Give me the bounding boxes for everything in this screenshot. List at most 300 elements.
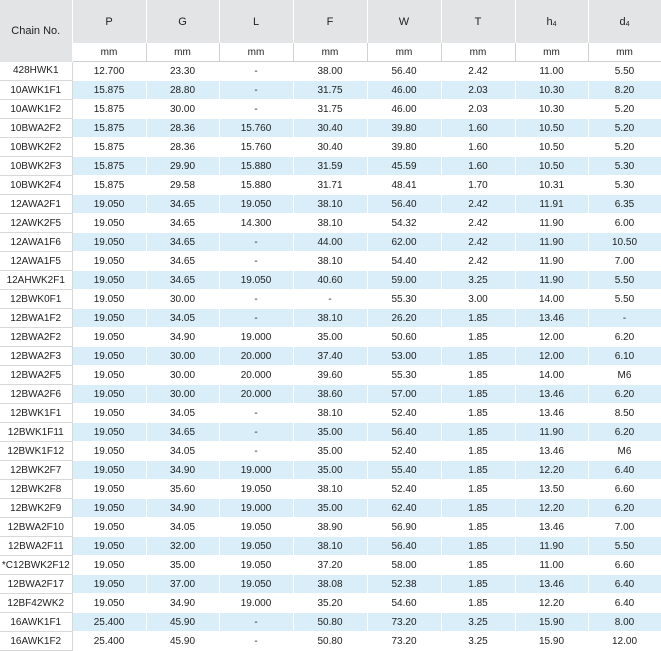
col-header-g: G (146, 0, 219, 43)
table-row (0, 594, 661, 613)
f-cell: 31.59 (293, 157, 367, 176)
g-cell: 45.90 (146, 632, 219, 651)
l-cell: - (219, 81, 293, 100)
d4-cell: 6.10 (588, 347, 661, 366)
t-cell: 2.42 (441, 195, 515, 214)
table-row (0, 138, 661, 157)
table-row (0, 290, 661, 309)
f-cell: 31.75 (293, 100, 367, 119)
p-cell: 19.050 (72, 518, 146, 537)
d4-cell: 8.00 (588, 613, 661, 632)
l-cell: 15.880 (219, 176, 293, 195)
p-cell: 25.400 (72, 632, 146, 651)
f-cell: 38.10 (293, 195, 367, 214)
h4-cell: 13.46 (515, 404, 588, 423)
chain-no-cell: 16AWK1F1 (0, 613, 72, 632)
p-cell: 19.050 (72, 442, 146, 461)
table-row (0, 632, 661, 651)
col-header-f: F (293, 0, 367, 43)
f-cell: 38.60 (293, 385, 367, 404)
table-row (0, 309, 661, 328)
t-cell: 1.85 (441, 328, 515, 347)
h4-cell: 13.46 (515, 575, 588, 594)
d4-cell: 6.20 (588, 423, 661, 442)
chain-no-cell: 12BWK1F1 (0, 404, 72, 423)
unit-cell: mm (72, 43, 146, 62)
h4-cell: 11.90 (515, 423, 588, 442)
w-cell: 45.59 (367, 157, 441, 176)
h4-cell: 11.00 (515, 62, 588, 81)
p-cell: 19.050 (72, 366, 146, 385)
p-cell: 15.875 (72, 119, 146, 138)
t-cell: 1.85 (441, 423, 515, 442)
chain-no-cell: 12BWK1F11 (0, 423, 72, 442)
l-cell: - (219, 309, 293, 328)
g-cell: 30.00 (146, 347, 219, 366)
l-cell: 15.760 (219, 119, 293, 138)
p-cell: 19.050 (72, 575, 146, 594)
p-cell: 19.050 (72, 233, 146, 252)
l-cell: 15.760 (219, 138, 293, 157)
w-cell: 62.40 (367, 499, 441, 518)
l-cell: - (219, 233, 293, 252)
g-cell: 30.00 (146, 290, 219, 309)
h4-sub: 4 (552, 20, 557, 28)
w-cell: 73.20 (367, 632, 441, 651)
unit-cell: mm (293, 43, 367, 62)
d4-cell: 5.50 (588, 271, 661, 290)
f-cell: 37.20 (293, 556, 367, 575)
chain-no-cell: 12BWA2F2 (0, 328, 72, 347)
t-cell: 1.85 (441, 385, 515, 404)
f-cell: - (293, 290, 367, 309)
t-cell: 2.42 (441, 233, 515, 252)
h4-cell: 10.30 (515, 81, 588, 100)
chain-no-cell: 12BWA1F2 (0, 309, 72, 328)
chain-no-cell: 12BWA2F3 (0, 347, 72, 366)
table-row (0, 100, 661, 119)
chain-no-cell: 12BWK2F8 (0, 480, 72, 499)
table-row (0, 195, 661, 214)
p-cell: 19.050 (72, 328, 146, 347)
w-cell: 50.60 (367, 328, 441, 347)
l-cell: 19.050 (219, 556, 293, 575)
chain-no-cell: 10BWK2F4 (0, 176, 72, 195)
f-cell: 35.00 (293, 499, 367, 518)
g-cell: 30.00 (146, 100, 219, 119)
h4-cell: 13.46 (515, 309, 588, 328)
p-cell: 19.050 (72, 252, 146, 271)
h4-cell: 13.46 (515, 442, 588, 461)
h4-cell: 13.46 (515, 385, 588, 404)
chain-no-cell: 12AWA1F5 (0, 252, 72, 271)
f-cell: 35.00 (293, 328, 367, 347)
g-cell: 34.65 (146, 214, 219, 233)
col-header-chain-no: Chain No. (0, 0, 72, 62)
t-cell: 2.42 (441, 252, 515, 271)
p-cell: 15.875 (72, 157, 146, 176)
h4-cell: 10.50 (515, 138, 588, 157)
p-cell: 19.050 (72, 214, 146, 233)
chain-no-cell: 12BF42WK2 (0, 594, 72, 613)
chain-no-cell: 12BWK1F12 (0, 442, 72, 461)
p-cell: 19.050 (72, 537, 146, 556)
l-cell: 15.880 (219, 157, 293, 176)
col-header-h4 (515, 0, 588, 43)
g-cell: 34.90 (146, 461, 219, 480)
d4-cell: 6.20 (588, 385, 661, 404)
d4-cell: 8.50 (588, 404, 661, 423)
chain-no-cell: 12AHWK2F1 (0, 271, 72, 290)
chain-no-cell: 16AWK1F2 (0, 632, 72, 651)
t-cell: 1.85 (441, 480, 515, 499)
t-cell: 1.85 (441, 499, 515, 518)
w-cell: 56.40 (367, 423, 441, 442)
l-cell: 19.000 (219, 499, 293, 518)
w-cell: 55.40 (367, 461, 441, 480)
l-cell: 20.000 (219, 385, 293, 404)
chain-no-cell: 12BWA2F17 (0, 575, 72, 594)
table-row (0, 81, 661, 100)
d4-cell: 5.50 (588, 537, 661, 556)
t-cell: 1.85 (441, 366, 515, 385)
t-cell: 1.60 (441, 138, 515, 157)
w-cell: 46.00 (367, 81, 441, 100)
g-cell: 28.80 (146, 81, 219, 100)
h4-cell: 12.20 (515, 594, 588, 613)
chain-no-cell: 12AWA2F1 (0, 195, 72, 214)
f-cell: 38.10 (293, 480, 367, 499)
f-cell: 38.00 (293, 62, 367, 81)
chain-no-cell: 12AWK2F5 (0, 214, 72, 233)
w-cell: 56.40 (367, 537, 441, 556)
f-cell: 50.80 (293, 632, 367, 651)
w-cell: 39.80 (367, 119, 441, 138)
g-cell: 34.05 (146, 404, 219, 423)
w-cell: 56.40 (367, 195, 441, 214)
t-cell: 1.85 (441, 518, 515, 537)
f-cell: 39.60 (293, 366, 367, 385)
chain-no-cell: 12BWA2F10 (0, 518, 72, 537)
p-cell: 19.050 (72, 290, 146, 309)
g-cell: 23.30 (146, 62, 219, 81)
l-cell: - (219, 404, 293, 423)
w-cell: 55.30 (367, 366, 441, 385)
w-cell: 54.32 (367, 214, 441, 233)
h4-cell: 11.00 (515, 556, 588, 575)
table-row (0, 252, 661, 271)
t-cell: 1.85 (441, 575, 515, 594)
chain-no-cell: 12BWK0F1 (0, 290, 72, 309)
chain-no-cell: 10AWK1F2 (0, 100, 72, 119)
d4-cell: - (588, 309, 661, 328)
chain-no-cell: 12BWA2F5 (0, 366, 72, 385)
g-cell: 30.00 (146, 366, 219, 385)
p-cell: 25.400 (72, 613, 146, 632)
l-cell: - (219, 442, 293, 461)
h4-cell: 13.46 (515, 518, 588, 537)
t-cell: 1.85 (441, 537, 515, 556)
d4-cell: 6.40 (588, 461, 661, 480)
l-cell: - (219, 62, 293, 81)
d4-cell: 6.60 (588, 556, 661, 575)
l-cell: 19.050 (219, 575, 293, 594)
t-cell: 1.85 (441, 404, 515, 423)
chain-no-cell: 10BWK2F2 (0, 138, 72, 157)
table-row (0, 347, 661, 366)
table-row (0, 442, 661, 461)
h4-cell: 10.30 (515, 100, 588, 119)
chain-no-cell: 10AWK1F1 (0, 81, 72, 100)
w-cell: 59.00 (367, 271, 441, 290)
w-cell: 26.20 (367, 309, 441, 328)
d4-cell: 7.00 (588, 252, 661, 271)
p-cell: 15.875 (72, 138, 146, 157)
f-cell: 40.60 (293, 271, 367, 290)
chain-no-cell: 12BWA2F11 (0, 537, 72, 556)
f-cell: 38.10 (293, 404, 367, 423)
table-row (0, 176, 661, 195)
h4-cell: 12.00 (515, 347, 588, 366)
f-cell: 30.40 (293, 119, 367, 138)
h4-cell: 12.20 (515, 499, 588, 518)
l-cell: 19.050 (219, 537, 293, 556)
col-header-l: L (219, 0, 293, 43)
table-row (0, 233, 661, 252)
table-row (0, 271, 661, 290)
p-cell: 19.050 (72, 347, 146, 366)
l-cell: 19.050 (219, 518, 293, 537)
table-row (0, 157, 661, 176)
table-row (0, 214, 661, 233)
w-cell: 57.00 (367, 385, 441, 404)
g-cell: 45.90 (146, 613, 219, 632)
g-cell: 34.90 (146, 328, 219, 347)
f-cell: 38.90 (293, 518, 367, 537)
f-cell: 50.80 (293, 613, 367, 632)
t-cell: 1.85 (441, 347, 515, 366)
h4-cell: 11.91 (515, 195, 588, 214)
f-cell: 38.10 (293, 252, 367, 271)
table-row (0, 556, 661, 575)
d4-cell: 5.20 (588, 100, 661, 119)
l-cell: - (219, 423, 293, 442)
table-row (0, 119, 661, 138)
unit-cell: mm (146, 43, 219, 62)
table-row (0, 537, 661, 556)
d4-cell: 5.20 (588, 119, 661, 138)
table-row (0, 461, 661, 480)
unit-cell: mm (441, 43, 515, 62)
l-cell: - (219, 252, 293, 271)
table-row (0, 499, 661, 518)
g-cell: 34.65 (146, 233, 219, 252)
g-cell: 34.90 (146, 499, 219, 518)
d4-cell: M6 (588, 442, 661, 461)
p-cell: 15.875 (72, 176, 146, 195)
t-cell: 3.25 (441, 613, 515, 632)
t-cell: 3.00 (441, 290, 515, 309)
chain-no-cell: 10BWA2F2 (0, 119, 72, 138)
chain-no-cell: 428HWK1 (0, 62, 72, 81)
f-cell: 35.00 (293, 442, 367, 461)
g-cell: 29.90 (146, 157, 219, 176)
g-cell: 28.36 (146, 138, 219, 157)
col-header-p: P (72, 0, 146, 43)
l-cell: - (219, 100, 293, 119)
f-cell: 38.10 (293, 309, 367, 328)
g-cell: 32.00 (146, 537, 219, 556)
w-cell: 56.40 (367, 62, 441, 81)
d4-cell: 6.35 (588, 195, 661, 214)
f-cell: 37.40 (293, 347, 367, 366)
h4-cell: 11.90 (515, 252, 588, 271)
t-cell: 1.85 (441, 594, 515, 613)
h4-cell: 14.00 (515, 366, 588, 385)
f-cell: 31.75 (293, 81, 367, 100)
d4-base: d (619, 15, 626, 28)
d4-cell: 6.40 (588, 575, 661, 594)
unit-cell: mm (515, 43, 588, 62)
g-cell: 34.65 (146, 423, 219, 442)
p-cell: 19.050 (72, 195, 146, 214)
g-cell: 34.05 (146, 309, 219, 328)
table-row (0, 328, 661, 347)
f-cell: 38.10 (293, 214, 367, 233)
h4-cell: 15.90 (515, 632, 588, 651)
p-cell: 19.050 (72, 499, 146, 518)
t-cell: 2.03 (441, 81, 515, 100)
g-cell: 30.00 (146, 385, 219, 404)
table-row (0, 423, 661, 442)
chain-no-cell: 12AWA1F6 (0, 233, 72, 252)
g-cell: 34.05 (146, 518, 219, 537)
t-cell: 1.85 (441, 309, 515, 328)
d4-cell: 5.30 (588, 176, 661, 195)
table-row (0, 575, 661, 594)
t-cell: 1.70 (441, 176, 515, 195)
t-cell: 1.85 (441, 461, 515, 480)
unit-cell: mm (367, 43, 441, 62)
w-cell: 52.38 (367, 575, 441, 594)
l-cell: 20.000 (219, 347, 293, 366)
d4-cell: 6.20 (588, 499, 661, 518)
w-cell: 54.60 (367, 594, 441, 613)
chain-no-cell: 12BWA2F6 (0, 385, 72, 404)
h4-cell: 11.90 (515, 214, 588, 233)
d4-cell: 10.50 (588, 233, 661, 252)
h4-cell: 11.90 (515, 233, 588, 252)
unit-cell: mm (588, 43, 661, 62)
p-cell: 19.050 (72, 423, 146, 442)
l-cell: 14.300 (219, 214, 293, 233)
l-cell: 19.050 (219, 195, 293, 214)
d4-cell: 6.00 (588, 214, 661, 233)
units-row (0, 43, 661, 62)
g-cell: 29.58 (146, 176, 219, 195)
d4-sub: 4 (625, 20, 630, 28)
d4-cell: 12.00 (588, 632, 661, 651)
chain-no-cell: 10BWK2F3 (0, 157, 72, 176)
l-cell: 20.000 (219, 366, 293, 385)
g-cell: 34.90 (146, 594, 219, 613)
chain-no-cell: *C12BWK2F12 (0, 556, 72, 575)
h4-cell: 13.50 (515, 480, 588, 499)
w-cell: 52.40 (367, 404, 441, 423)
d4-cell: 7.00 (588, 518, 661, 537)
g-cell: 34.65 (146, 195, 219, 214)
f-cell: 38.08 (293, 575, 367, 594)
g-cell: 37.00 (146, 575, 219, 594)
w-cell: 55.30 (367, 290, 441, 309)
t-cell: 3.25 (441, 271, 515, 290)
h4-cell: 10.50 (515, 119, 588, 138)
d4-cell: M6 (588, 366, 661, 385)
d4-cell: 6.40 (588, 594, 661, 613)
table-row (0, 613, 661, 632)
p-cell: 15.875 (72, 100, 146, 119)
p-cell: 19.050 (72, 461, 146, 480)
g-cell: 35.60 (146, 480, 219, 499)
w-cell: 39.80 (367, 138, 441, 157)
h4-cell: 15.90 (515, 613, 588, 632)
l-cell: 19.050 (219, 271, 293, 290)
h4-cell: 10.50 (515, 157, 588, 176)
l-cell: 19.050 (219, 480, 293, 499)
h4-cell: 12.00 (515, 328, 588, 347)
g-cell: 34.65 (146, 252, 219, 271)
l-cell: - (219, 613, 293, 632)
t-cell: 2.42 (441, 62, 515, 81)
w-cell: 73.20 (367, 613, 441, 632)
col-header-d4 (588, 0, 661, 43)
g-cell: 28.36 (146, 119, 219, 138)
w-cell: 46.00 (367, 100, 441, 119)
w-cell: 53.00 (367, 347, 441, 366)
col-header-t: T (441, 0, 515, 43)
w-cell: 52.40 (367, 442, 441, 461)
p-cell: 19.050 (72, 385, 146, 404)
f-cell: 38.10 (293, 537, 367, 556)
d4-cell: 5.50 (588, 290, 661, 309)
t-cell: 2.42 (441, 214, 515, 233)
t-cell: 1.60 (441, 157, 515, 176)
t-cell: 2.03 (441, 100, 515, 119)
p-cell: 19.050 (72, 480, 146, 499)
d4-cell: 6.60 (588, 480, 661, 499)
table-body (0, 62, 661, 651)
header-row (0, 0, 661, 43)
t-cell: 1.85 (441, 556, 515, 575)
table-row (0, 385, 661, 404)
h4-cell: 11.90 (515, 537, 588, 556)
h4-base: h (546, 15, 553, 28)
p-cell: 19.050 (72, 271, 146, 290)
d4-cell: 5.50 (588, 62, 661, 81)
d4-cell: 5.20 (588, 138, 661, 157)
col-header-w: W (367, 0, 441, 43)
l-cell: 19.000 (219, 461, 293, 480)
table-row (0, 62, 661, 81)
chain-no-cell: 12BWK2F7 (0, 461, 72, 480)
w-cell: 58.00 (367, 556, 441, 575)
f-cell: 31.71 (293, 176, 367, 195)
p-cell: 19.050 (72, 556, 146, 575)
chain-no-cell: 12BWK2F9 (0, 499, 72, 518)
table-row (0, 518, 661, 537)
h4-cell: 11.90 (515, 271, 588, 290)
f-cell: 35.20 (293, 594, 367, 613)
